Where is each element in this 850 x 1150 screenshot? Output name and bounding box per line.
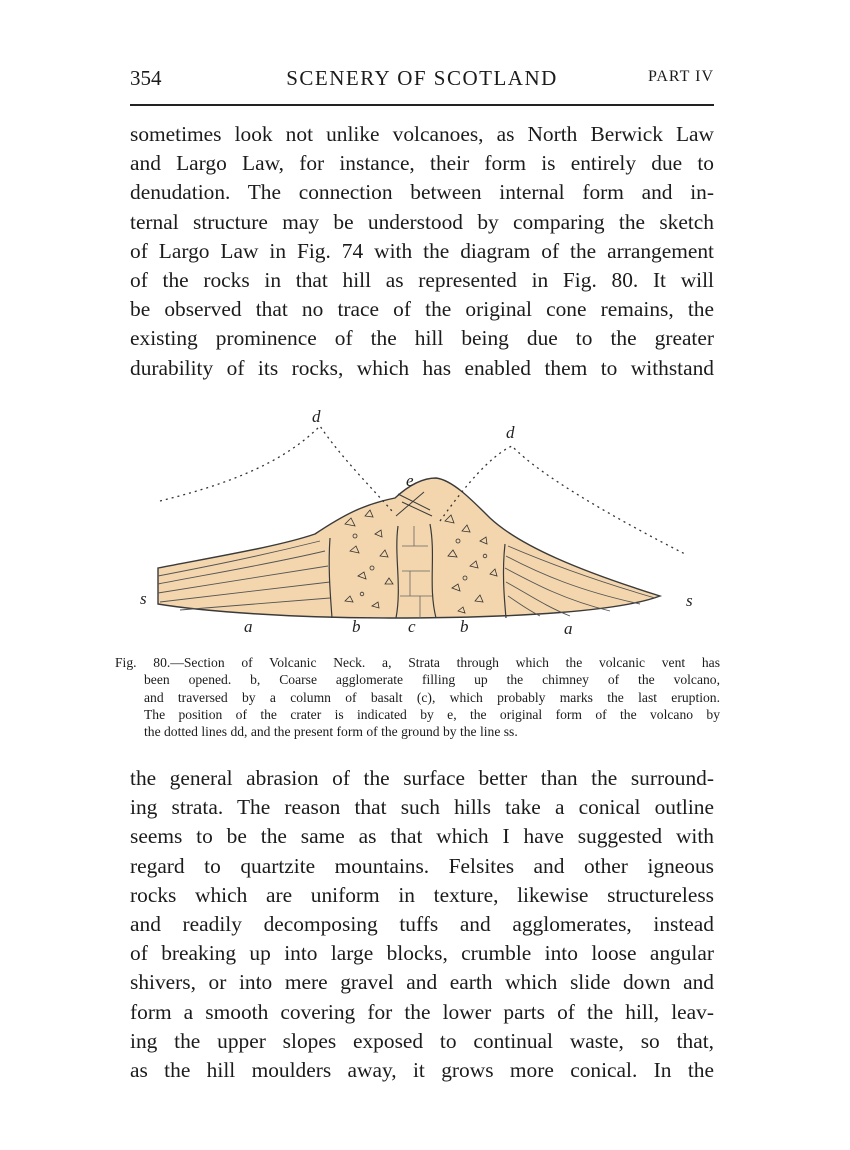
text-line: shivers, or into mere gravel and earth which slide down and <box>130 970 714 995</box>
label-d-right: d <box>506 423 515 442</box>
volcanic-neck-section <box>140 406 700 646</box>
label-e: e <box>406 471 414 490</box>
text-line: the general abrasion of the surface better than the surround- <box>130 766 714 790</box>
label-s-left: s <box>140 589 147 608</box>
text-line: regard to quartzite mountains. Felsites and other igneous <box>130 853 714 878</box>
volcanic-neck-figure <box>140 406 700 646</box>
caption-line: Fig. 80.—Section of Volcanic Neck. a, Strata through which the volcanic vent has <box>115 655 720 670</box>
page-header <box>130 66 714 96</box>
text-line: of breaking up into large blocks, crumble into loose angular <box>130 941 714 966</box>
text-line: of the rocks in that hill as represented in Fig. 80. It will <box>130 268 714 293</box>
text-line: be observed that no trace of the original cone remains, the <box>130 297 714 322</box>
caption-line: and traversed by a column of basalt (c), which probably marks the last eruption. <box>144 689 720 705</box>
running-title: SCENERY OF SCOTLAND <box>286 66 558 90</box>
label-b-right: b <box>460 617 469 636</box>
label-a-left: a <box>244 617 253 636</box>
text-line: as the hill moulders away, it grows more conical. In the <box>130 1058 714 1083</box>
text-line: ing strata. The reason that such hills take a conical outline <box>130 795 714 820</box>
label-a-right: a <box>564 619 573 638</box>
part-label: PART IV <box>647 68 714 85</box>
text-line: sometimes look not unlike volcanoes, as North Berwick Law <box>130 122 714 146</box>
text-line: existing prominence of the hill being due to the greater <box>130 326 714 351</box>
text-line: seems to be the same as that which I have suggested with <box>130 824 714 849</box>
label-s-right: s <box>686 591 693 610</box>
text-line: rocks which are uniform in texture, likewise structureless <box>130 882 714 907</box>
caption-line: been opened. b, Coarse agglomerate filling up the chimney of the volcano, <box>144 672 720 688</box>
text-line: of Largo Law in Fig. 74 with the diagram of the arrangement <box>130 238 714 263</box>
text-line: ing the upper slopes exposed to continual waste, so that, <box>130 1028 714 1053</box>
header-rule <box>130 104 714 106</box>
body-text-bottom <box>130 764 714 1085</box>
text-line: and readily decomposing tuffs and agglomerates, instead <box>130 912 714 937</box>
text-line: denudation. The connection between internal form and in- <box>130 180 714 205</box>
body-text-top <box>130 120 714 383</box>
text-line: ternal structure may be understood by comparing the sketch <box>130 209 714 234</box>
caption-line: the dotted lines dd, and the present form of the ground by the line ss. <box>144 724 518 740</box>
page-number: 354 <box>130 66 162 90</box>
text-line: form a smooth covering for the lower parts of the hill, leav- <box>130 999 714 1024</box>
label-d-left: d <box>312 407 321 426</box>
label-b-left: b <box>352 617 361 636</box>
caption-line: The position of the crater is indicated by e, the original form of the volcano by <box>144 706 720 722</box>
text-line: and Largo Law, for instance, their form is entirely due to <box>130 151 714 176</box>
figure-caption <box>115 654 720 740</box>
label-c: c <box>408 617 416 636</box>
text-line: durability of its rocks, which has enabled them to withstand <box>130 355 714 380</box>
